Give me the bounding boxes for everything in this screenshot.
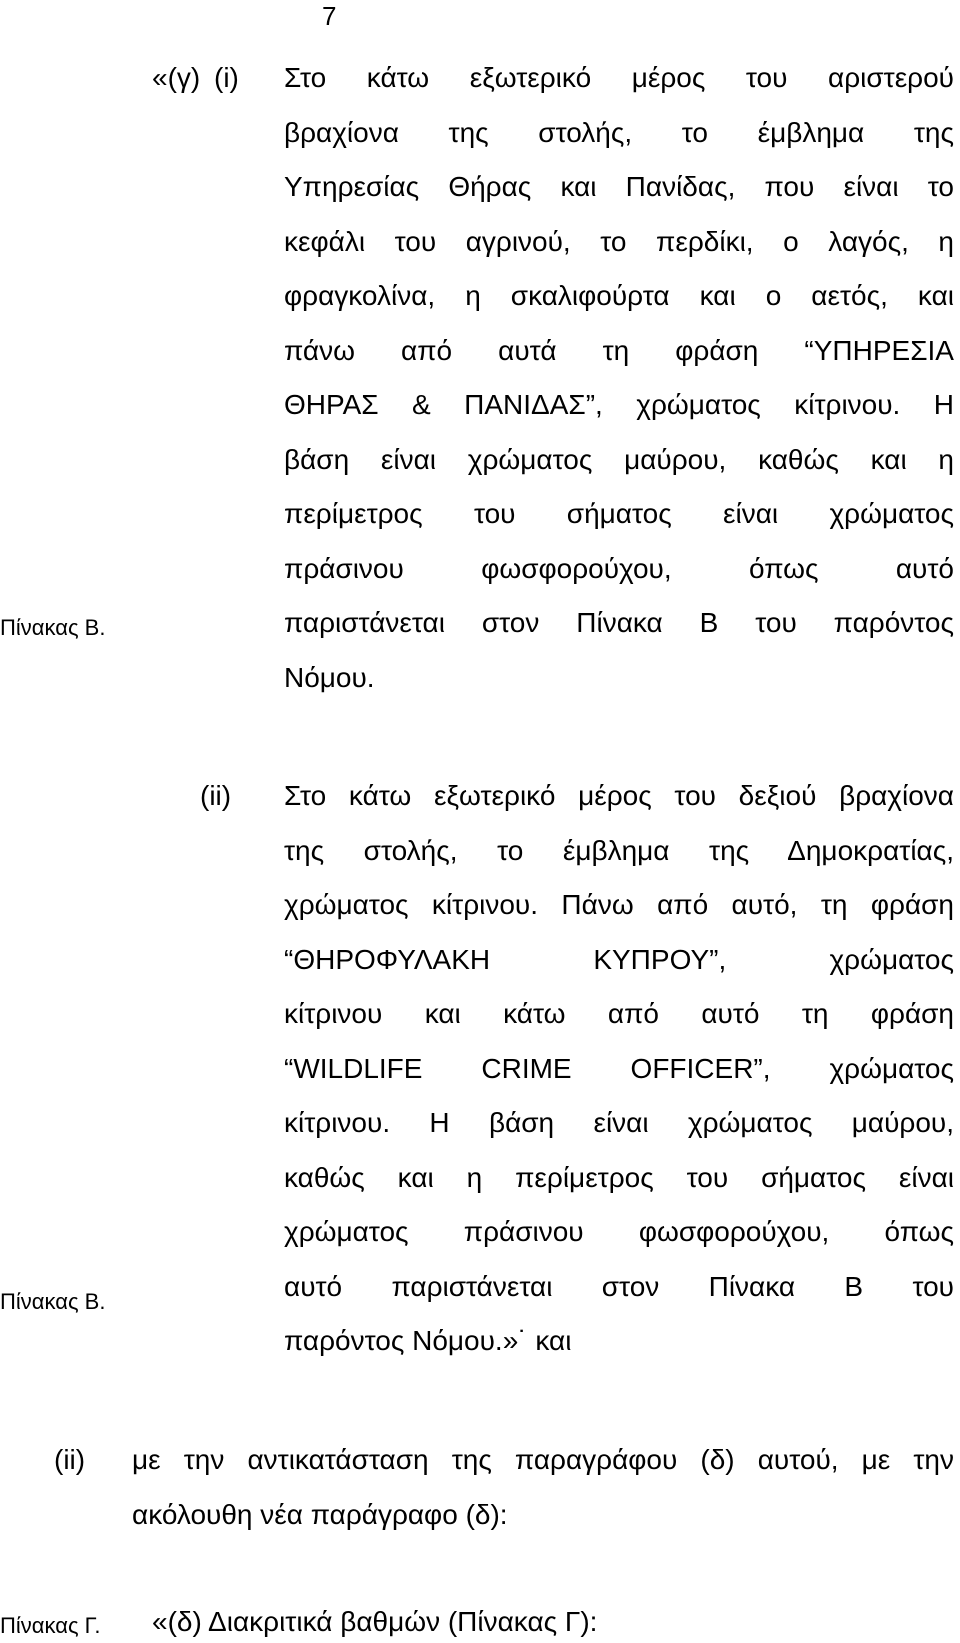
text-line: ΘΗΡΑΣ & ΠΑΝΙΔΑΣ”, χρώματος κίτρινου. Η xyxy=(284,389,954,420)
text-line: περίμετρος του σήματος είναι χρώματος xyxy=(284,498,954,529)
text-line: ακόλουθη νέα παράγραφο (δ): xyxy=(132,1498,508,1530)
paragraph-label-g: «(γ) xyxy=(152,62,201,93)
text-line: καθώς και η περίμετρος του σήματος είναι xyxy=(284,1161,954,1193)
text-line: χρώματος πράσινου φωσφορούχου, όπως xyxy=(284,1216,954,1247)
page-number: 7 xyxy=(322,1,337,31)
text-line: Στο κάτω εξωτερικό μέρος του αριστερού xyxy=(284,62,954,93)
text-line: παρόντος Νόμου.»˙ και xyxy=(284,1325,572,1356)
text-line: κίτρινου. Η βάση είναι χρώματος μαύρου, xyxy=(284,1107,954,1138)
margin-note-table-b: Πίνακας Β. xyxy=(0,1289,106,1314)
text-line: αυτό παριστάνεται στον Πίνακα Β του xyxy=(284,1270,954,1302)
text-line: Νόμου. xyxy=(284,661,375,693)
text-line: “ΘΗΡΟΦΥΛΑΚΗ ΚΥΠΡΟΥ”, χρώματος xyxy=(284,943,954,975)
subparagraph-ii-text xyxy=(284,769,954,1369)
margin-note-table-c: Πίνακας Γ. xyxy=(0,1613,101,1638)
subparagraph-i-text xyxy=(284,51,954,705)
text-line: Υπηρεσίας Θήρας και Πανίδας, που είναι το xyxy=(284,171,954,202)
text-line: με την αντικατάσταση της παραγράφου (δ) αυτού, με την xyxy=(132,1444,954,1475)
text-line: της στολής, το έμβλημα της Δημοκρατίας, xyxy=(284,834,954,866)
subparagraph-label-i: (i) xyxy=(214,62,239,93)
text-line: βάση είναι χρώματος μαύρου, καθώς και η xyxy=(284,443,954,475)
text-line: “WILDLIFE CRIME OFFICER”, χρώματος xyxy=(284,1052,954,1084)
text-line: πράσινου φωσφορούχου, όπως αυτό xyxy=(284,552,954,584)
text-line: βραχίονα της στολής, το έμβλημα της xyxy=(284,116,954,148)
text-line: φραγκολίνα, η σκαλιφούρτα και ο αετός, και xyxy=(284,280,954,311)
paragraph-ii-text xyxy=(132,1433,954,1542)
text-line: παριστάνεται στον Πίνακα Β του παρόντος xyxy=(284,607,954,638)
text-line: κεφάλι του αγρινού, το περδίκι, ο λαγός, η xyxy=(284,225,954,257)
text-line: κίτρινου και κάτω από αυτό τη φράση xyxy=(284,998,954,1029)
text-line: χρώματος κίτρινου. Πάνω από αυτό, τη φράση xyxy=(284,889,954,920)
text-line: Στο κάτω εξωτερικό μέρος του δεξιού βραχίονα xyxy=(284,780,954,811)
text-line: πάνω από αυτά τη φράση “ΥΠΗΡΕΣΙΑ xyxy=(284,334,954,366)
margin-note-table-b: Πίνακας Β. xyxy=(0,615,106,640)
paragraph-label-ii: (ii) xyxy=(54,1444,86,1475)
paragraph-d-heading: «(δ) Διακριτικά βαθμών (Πίνακας Γ): xyxy=(152,1606,598,1637)
subparagraph-label-ii: (ii) xyxy=(200,780,232,811)
